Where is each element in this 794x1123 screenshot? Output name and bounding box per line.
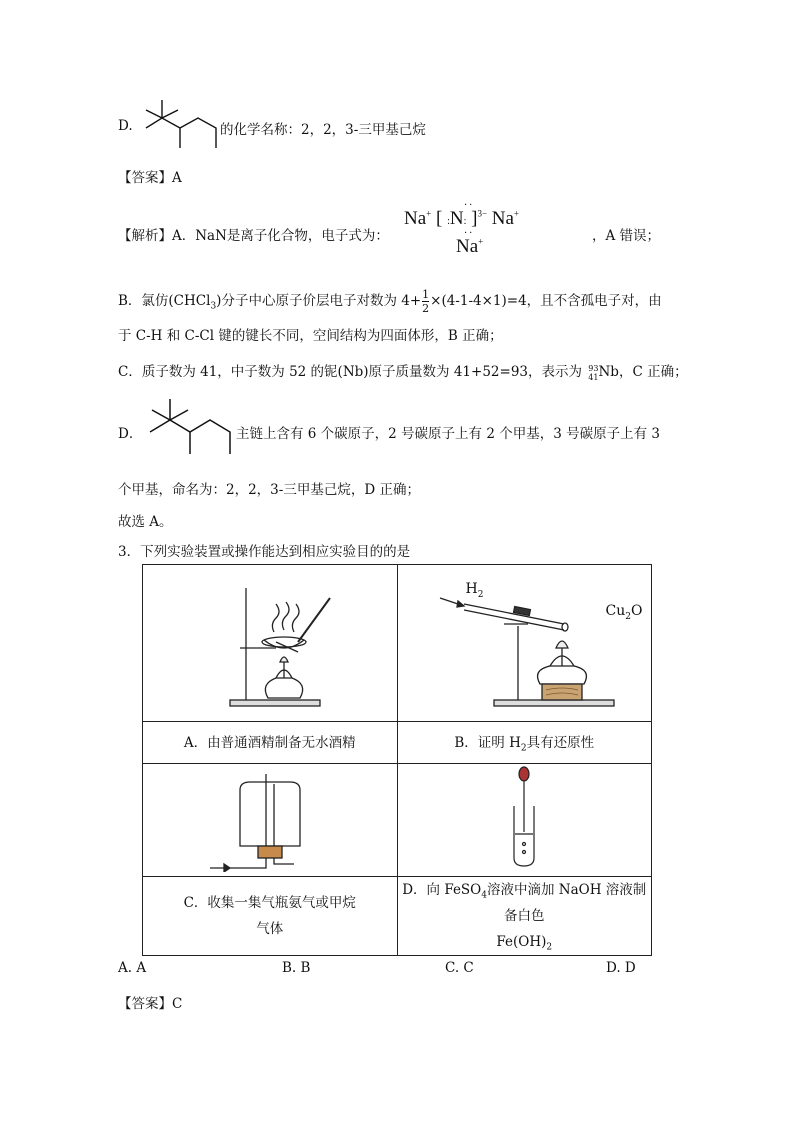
analysis-a-end: ，A 错误； <box>592 228 661 244</box>
analysis-d-prefix: D． <box>118 426 143 442</box>
option-b: B. B <box>282 960 311 976</box>
analysis-d-line1: 主链上含有 6 个碳原子，2 号碳原子上有 2 个甲基，3 号碳原子上有 3 <box>236 426 660 442</box>
caption-c: C．收集一集气瓶氨气或甲烷 气体 <box>143 877 398 956</box>
analysis-c-line: C．质子数为 41，中子数为 52 的铌(Nb)原子质量数为 41+52=93，表示为 93 41 Nb，C 正确； <box>118 363 688 382</box>
option-d-name: 的化学名称：2，2，3-三甲基己烷 <box>220 122 426 138</box>
skeletal-formula-1 <box>140 98 220 153</box>
electron-dots-bottom: ·· <box>464 228 475 239</box>
h2-label: $H_2$ <box>465 581 484 600</box>
cu2o-label: $Cu_2O$ <box>605 603 643 622</box>
analysis-b-line2: 于 C-H 和 C-Cl 键的键长不同，空间结构为四面体形，B 正确； <box>118 328 503 344</box>
option-a: A. A <box>118 960 147 976</box>
option-c: C. C <box>445 960 474 976</box>
figure-a-cell <box>143 565 398 722</box>
figure-b-cell <box>397 565 652 722</box>
caption-a: A．由普通酒精制备无水酒精 <box>143 722 398 764</box>
skeletal-formula-2 <box>146 396 236 458</box>
analysis-b-line1: B．氯仿(CHCl$_3$)分子中心原子价层电子对数为 4+ $\frac{1}{2}$ ×(4-1-4×1)=4，且不含孤电子对，由 <box>118 288 662 315</box>
analysis-a-text: 【解析】A．NaN是离子化合物，电子式为： <box>118 228 389 244</box>
test-tube-dropper-figure <box>484 764 564 872</box>
answer-2: 【答案】C <box>118 996 183 1012</box>
option-d-prefix: D. <box>118 118 133 134</box>
electron-formula-na3: Na+ <box>456 236 484 257</box>
analysis-d-line2: 个甲基，命名为：2，2，3-三甲基己烷，D 正确； <box>118 482 420 498</box>
question-3-table <box>142 564 652 956</box>
caption-d: D．向 FeSO$_4$溶液中滴加 NaOH 溶液制备白色 $Fe(OH)_2$ <box>397 877 652 956</box>
option-d-line <box>118 118 133 134</box>
figure-d-cell <box>397 764 652 877</box>
figure-c-cell <box>143 764 398 877</box>
conclusion: 故选 A。 <box>118 514 173 530</box>
electron-formula: Na+ [ :N: ]$^{3-}$ Na+ <box>404 208 519 229</box>
answer-1: 【答案】A <box>118 170 182 186</box>
h2-reduction-apparatus-figure <box>424 566 624 716</box>
evaporation-apparatus-figure <box>180 566 360 716</box>
option-d: D. D <box>606 960 636 976</box>
caption-b: B．证明 $H_2$具有还原性 <box>397 722 652 764</box>
gas-bottle-figure <box>200 764 340 872</box>
electron-dots-top: ·· <box>464 200 475 211</box>
question-3-stem: 3．下列实验装置或操作能达到相应实验目的的是 <box>118 544 411 560</box>
